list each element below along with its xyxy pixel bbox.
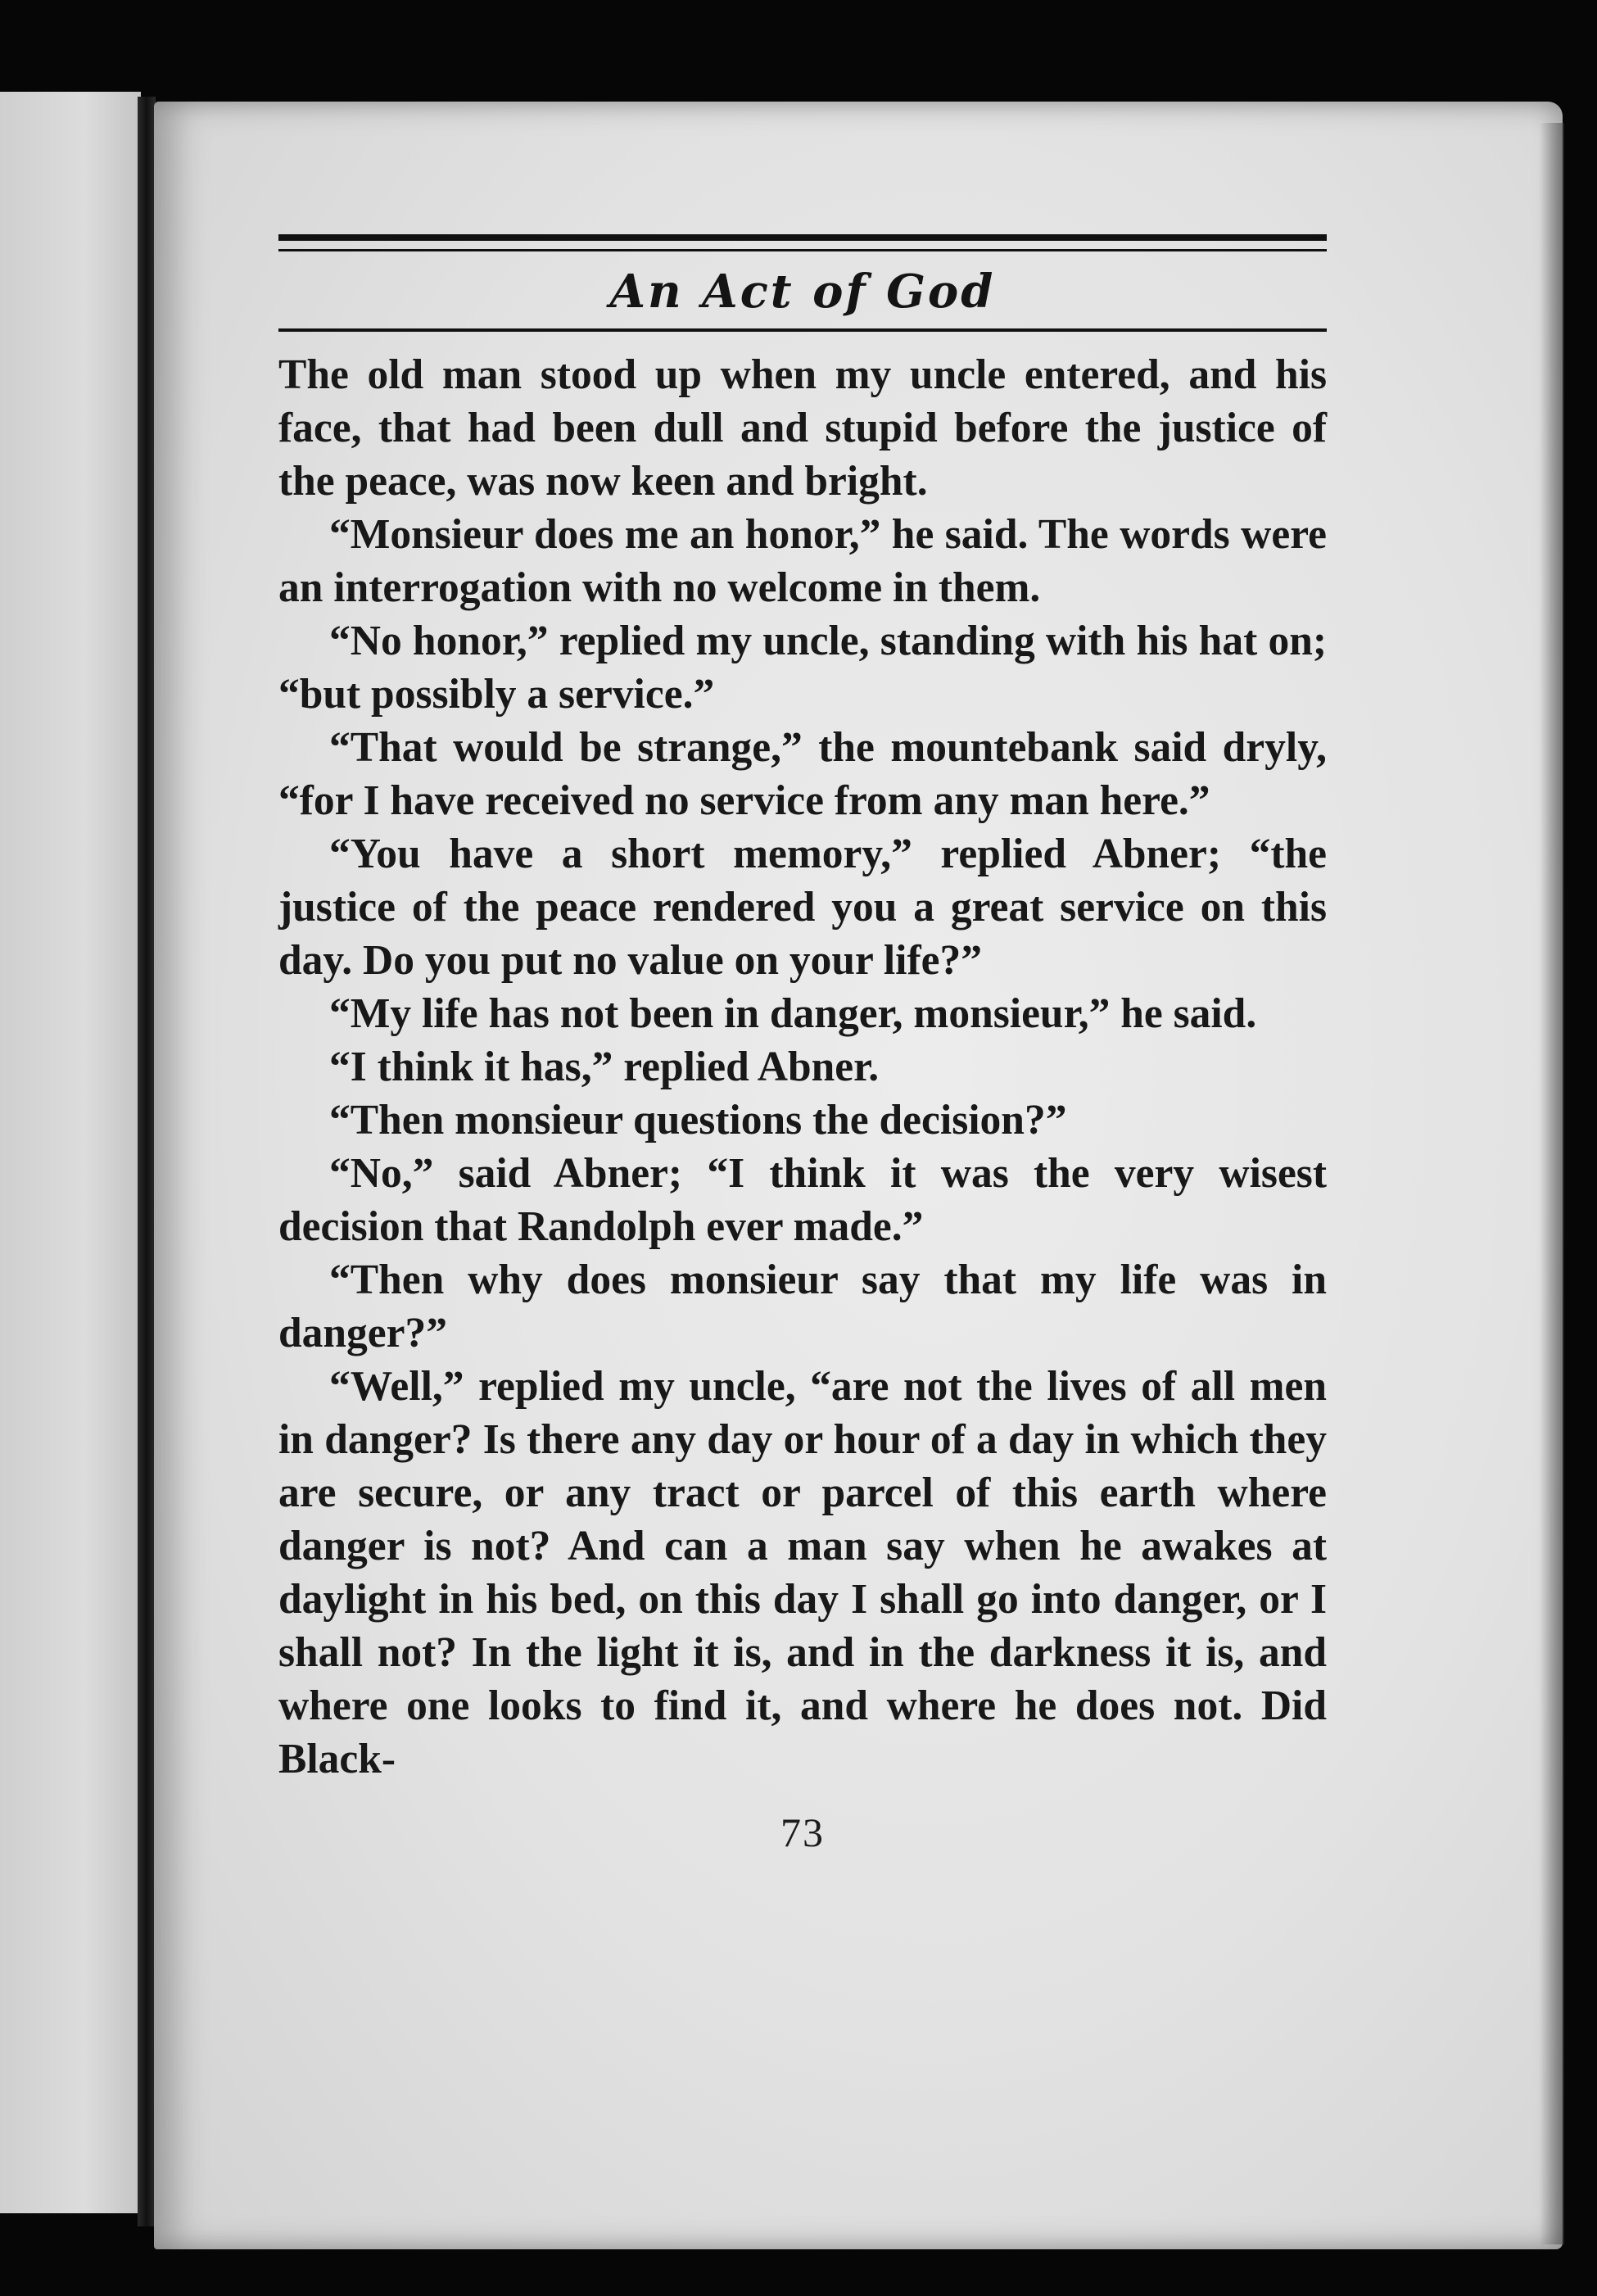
paragraph: “Then monsieur questions the decision?” — [329, 1097, 1067, 1143]
paragraph: “I think it has,” replied Abner. — [329, 1044, 880, 1090]
paragraph: The old man stood up when my uncle entered, and his face, that had been dull and stupid before the justice of the peace, was now keen and bright. — [278, 351, 1327, 505]
header-rule-under — [278, 328, 1327, 332]
paragraph: “My life has not been in danger, monsieur,” he said. — [329, 990, 1257, 1037]
body-text — [278, 348, 1327, 1786]
paragraph: “No honor,” replied my uncle, standing with his hat on; “but possibly a service.” — [278, 618, 1327, 718]
page-edge-shadow — [1540, 123, 1564, 2244]
paragraph: “Well,” replied my uncle, “are not the lives of all men in danger? Is there any day or hour of a day in which they are secure, or any tract or parcel of this earth where danger is not? And can a man say when he awakes at daylight in his bed, on this day I shall go into danger, or I shall not? In the light it is, and in the darkness it is, and where one looks to find it, and where he does not. Did Black- — [278, 1363, 1327, 1782]
page-content — [278, 234, 1327, 1856]
book-spine-gutter — [138, 97, 156, 2226]
paragraph: “You have a short memory,” replied Abner; “the justice of the peace rendered you a great service on this day. Do you put no value on your life?” — [278, 831, 1327, 984]
header-rule-thick — [278, 234, 1327, 241]
paragraph: “No,” said Abner; “I think it was the very wisest decision that Randolph ever made.” — [278, 1150, 1327, 1250]
running-head: An Act of God — [609, 265, 996, 319]
left-page-edge — [0, 92, 141, 2213]
paragraph: “Then why does monsieur say that my life was in danger?” — [278, 1257, 1327, 1356]
paragraph: “That would be strange,” the mountebank said dryly, “for I have received no service from any man here.” — [278, 724, 1327, 824]
header-rule-thin — [278, 249, 1327, 251]
page-number: 73 — [780, 1809, 825, 1855]
paragraph: “Monsieur does me an honor,” he said. The words were an interrogation with no welcome in them. — [278, 511, 1327, 611]
